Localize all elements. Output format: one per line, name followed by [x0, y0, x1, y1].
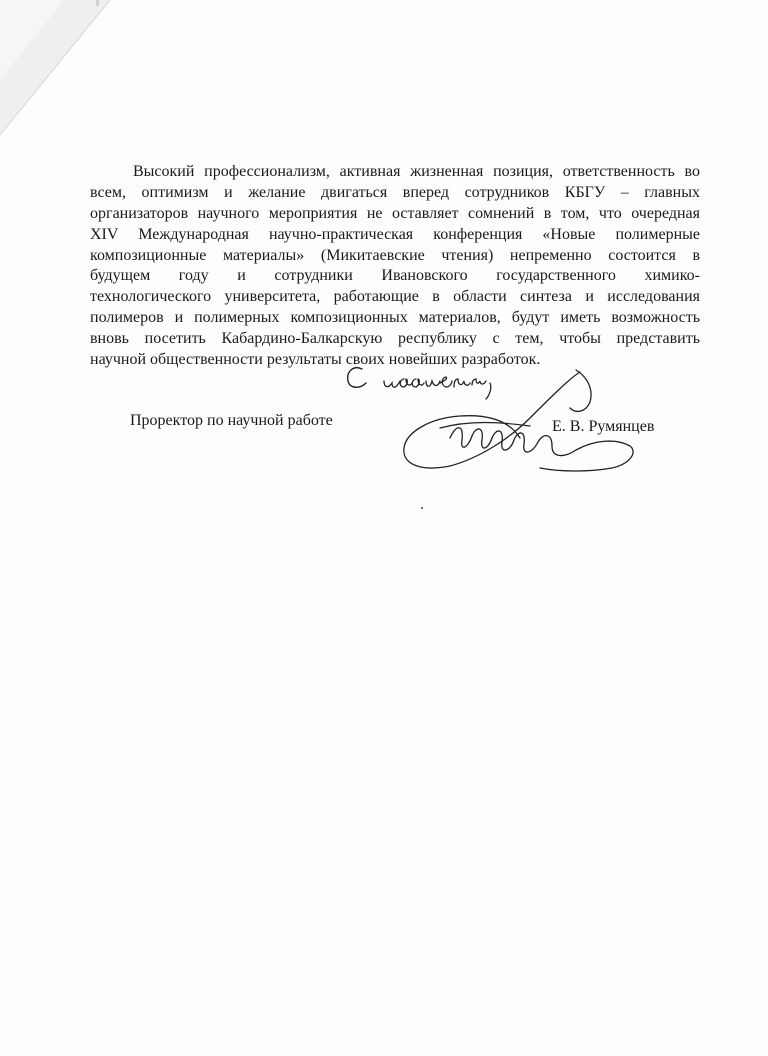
- signer-name: Е. В. Румянцев: [552, 418, 655, 435]
- paragraph-line: Высокий профессионализм, активная жизненная позиция, ответственность во: [133, 163, 700, 180]
- signer-role: Проректор по научной работе: [130, 412, 333, 429]
- paragraph-line: научной общественности результаты своих новейших разработок.: [90, 351, 541, 369]
- scan-corner-fold: [0, 0, 768, 160]
- paragraph-line: будущем году и сотрудники Ивановского государственного химико-: [90, 267, 700, 285]
- paragraph-line: полимеров и полимерных композиционных материалов, будут иметь возможность: [90, 309, 700, 327]
- paragraph-line: XIV Международная научно-практическая конференция «Новые полимерные: [90, 225, 700, 243]
- paragraph-line: всем, оптимизм и желание двигаться вперед сотрудников КБГУ – главных: [90, 183, 700, 201]
- scan-speck: [421, 507, 423, 509]
- letter-body: [90, 162, 700, 371]
- paragraph-line: композиционные материалы» (Микитаевские чтения) непременно состоится в: [90, 246, 700, 264]
- paragraph-line: технологического университета, работающие в области синтеза и исследования: [90, 288, 700, 306]
- paragraph-line: организаторов научного мероприятия не оставляет сомнений в том, что очередная: [90, 204, 700, 222]
- paragraph-line: вновь посетить Кабардино-Балкарскую республику с тем, чтобы представить: [90, 330, 700, 348]
